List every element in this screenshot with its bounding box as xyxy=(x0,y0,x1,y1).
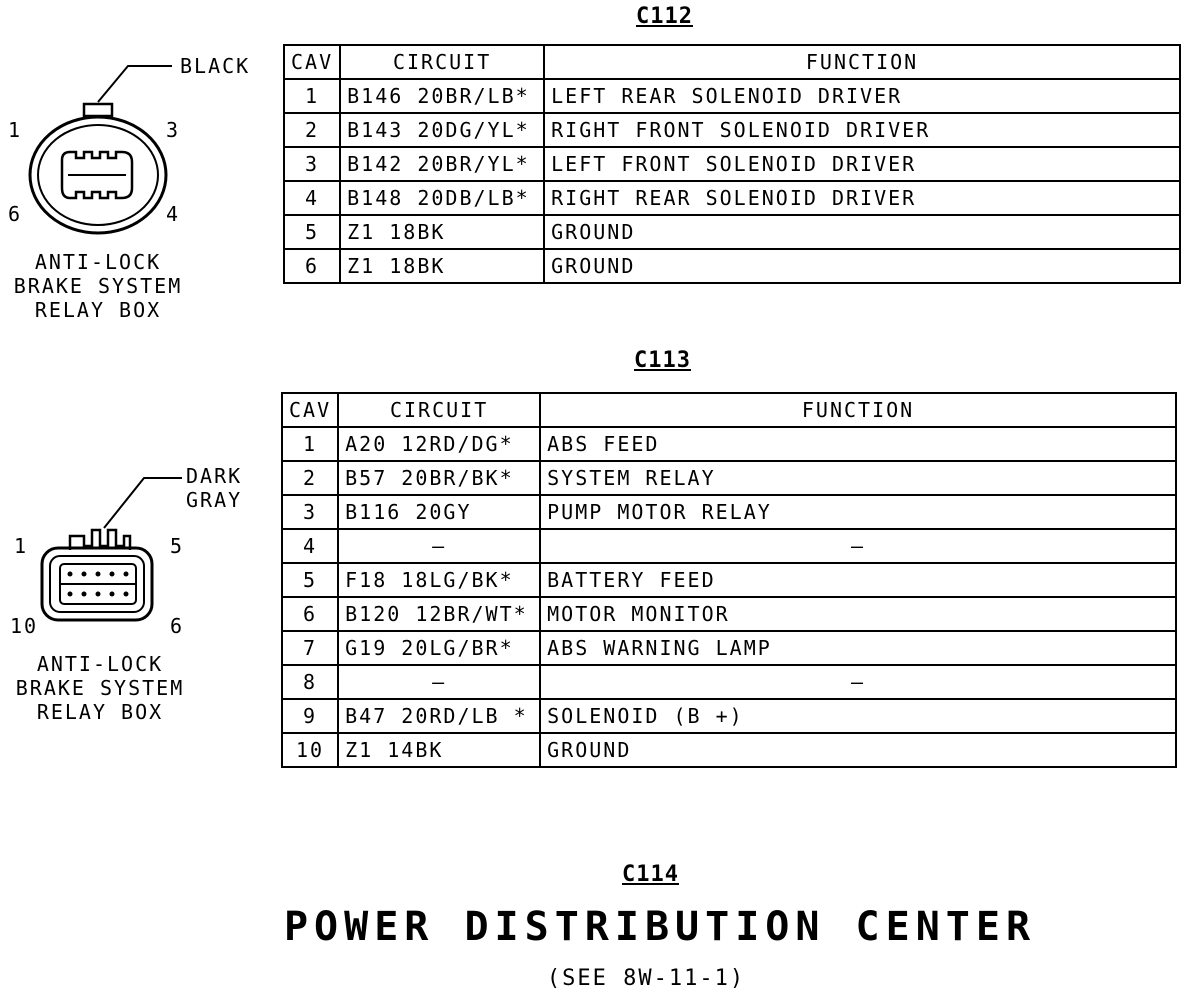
table-row xyxy=(282,529,1176,563)
table-row xyxy=(282,631,1176,665)
function-cell: GROUND xyxy=(544,249,1180,283)
c112-caption xyxy=(0,250,196,322)
c112-pin-4: 4 xyxy=(166,202,181,226)
c112-header-circuit: CIRCUIT xyxy=(340,45,544,79)
c114-reference: (SEE 8W-11-1) xyxy=(546,966,746,991)
c113-title: C113 xyxy=(634,348,691,373)
c113-caption xyxy=(2,652,198,724)
c113-pin-5: 5 xyxy=(170,534,185,558)
function-cell: MOTOR MONITOR xyxy=(540,597,1176,631)
circuit-cell: B116 20GY xyxy=(338,495,540,529)
cav-cell: 10 xyxy=(282,733,338,767)
cav-cell: 5 xyxy=(284,215,340,249)
cav-cell: 1 xyxy=(282,427,338,461)
c112-table xyxy=(283,44,1181,284)
table-row xyxy=(282,495,1176,529)
function-cell: — xyxy=(540,529,1176,563)
function-cell: LEFT REAR SOLENOID DRIVER xyxy=(544,79,1180,113)
cav-cell: 9 xyxy=(282,699,338,733)
c112-caption-line-3: RELAY BOX xyxy=(34,298,162,322)
c112-header-row xyxy=(284,45,1180,79)
function-cell: SYSTEM RELAY xyxy=(540,461,1176,495)
circuit-cell: B120 12BR/WT* xyxy=(338,597,540,631)
c112-pin-3: 3 xyxy=(166,118,181,142)
cav-cell: 8 xyxy=(282,665,338,699)
c113-caption-line-1: ANTI-LOCK xyxy=(36,652,164,676)
table-row xyxy=(282,427,1176,461)
table-row xyxy=(284,215,1180,249)
circuit-cell: — xyxy=(338,665,540,699)
c113-color-label-line-1: DARK xyxy=(186,464,243,488)
c113-pin-1: 1 xyxy=(14,534,29,558)
function-cell: SOLENOID (B +) xyxy=(540,699,1176,733)
circuit-cell: B57 20BR/BK* xyxy=(338,461,540,495)
function-cell: RIGHT REAR SOLENOID DRIVER xyxy=(544,181,1180,215)
circuit-cell: B47 20RD/LB * xyxy=(338,699,540,733)
circuit-cell: B143 20DG/YL* xyxy=(340,113,544,147)
cav-cell: 3 xyxy=(282,495,338,529)
function-cell: BATTERY FEED xyxy=(540,563,1176,597)
c112-caption-line-1: ANTI-LOCK xyxy=(34,250,162,274)
table-row xyxy=(284,113,1180,147)
c113-caption-line-2: BRAKE SYSTEM xyxy=(15,676,185,700)
circuit-cell: — xyxy=(338,529,540,563)
c112-caption-line-2: BRAKE SYSTEM xyxy=(13,274,183,298)
circuit-cell: G19 20LG/BR* xyxy=(338,631,540,665)
circuit-cell: A20 12RD/DG* xyxy=(338,427,540,461)
circuit-cell: Z1 18BK xyxy=(340,215,544,249)
c112-leader-line xyxy=(98,66,172,102)
c112-lock-tab xyxy=(84,104,112,116)
function-cell: — xyxy=(540,665,1176,699)
c112-header-cav: CAV xyxy=(284,45,340,79)
table-row xyxy=(282,563,1176,597)
cav-cell: 6 xyxy=(282,597,338,631)
c113-color-label-line-2: GRAY xyxy=(186,488,243,512)
c112-header-function: FUNCTION xyxy=(544,45,1180,79)
table-row xyxy=(282,733,1176,767)
table-row xyxy=(282,461,1176,495)
table-row xyxy=(284,181,1180,215)
c114-name: POWER DISTRIBUTION CENTER xyxy=(283,904,1037,950)
function-cell: PUMP MOTOR RELAY xyxy=(540,495,1176,529)
cav-cell: 3 xyxy=(284,147,340,181)
cav-cell: 4 xyxy=(284,181,340,215)
cav-cell: 7 xyxy=(282,631,338,665)
cav-cell: 4 xyxy=(282,529,338,563)
c113-pin-6: 6 xyxy=(170,614,185,638)
c113-header-circuit: CIRCUIT xyxy=(338,393,540,427)
c112-title: C112 xyxy=(636,4,693,29)
cav-cell: 2 xyxy=(284,113,340,147)
function-cell: GROUND xyxy=(540,733,1176,767)
c113-pin-10: 10 xyxy=(10,614,39,638)
cav-cell: 5 xyxy=(282,563,338,597)
function-cell: ABS WARNING LAMP xyxy=(540,631,1176,665)
function-cell: ABS FEED xyxy=(540,427,1176,461)
c112-pin-1: 1 xyxy=(8,118,23,142)
c113-header-row xyxy=(282,393,1176,427)
table-row xyxy=(282,699,1176,733)
cav-cell: 1 xyxy=(284,79,340,113)
circuit-cell: B146 20BR/LB* xyxy=(340,79,544,113)
table-row xyxy=(284,147,1180,181)
table-row xyxy=(284,79,1180,113)
function-cell: LEFT FRONT SOLENOID DRIVER xyxy=(544,147,1180,181)
table-row xyxy=(282,597,1176,631)
c113-color-label xyxy=(186,464,242,512)
c113-table xyxy=(281,392,1177,768)
circuit-cell: B148 20DB/LB* xyxy=(340,181,544,215)
c113-header-function: FUNCTION xyxy=(540,393,1176,427)
circuit-cell: B142 20BR/YL* xyxy=(340,147,544,181)
function-cell: GROUND xyxy=(544,215,1180,249)
c113-header-cav: CAV xyxy=(282,393,338,427)
c112-pin-6: 6 xyxy=(8,202,23,226)
circuit-cell: Z1 14BK xyxy=(338,733,540,767)
c112-color-label: BLACK xyxy=(180,54,251,78)
function-cell: RIGHT FRONT SOLENOID DRIVER xyxy=(544,113,1180,147)
table-row xyxy=(282,665,1176,699)
circuit-cell: Z1 18BK xyxy=(340,249,544,283)
c113-leader-line xyxy=(104,478,182,528)
cav-cell: 6 xyxy=(284,249,340,283)
cav-cell: 2 xyxy=(282,461,338,495)
circuit-cell: F18 18LG/BK* xyxy=(338,563,540,597)
c114-title: C114 xyxy=(622,862,679,887)
c113-caption-line-3: RELAY BOX xyxy=(36,700,164,724)
table-row xyxy=(284,249,1180,283)
